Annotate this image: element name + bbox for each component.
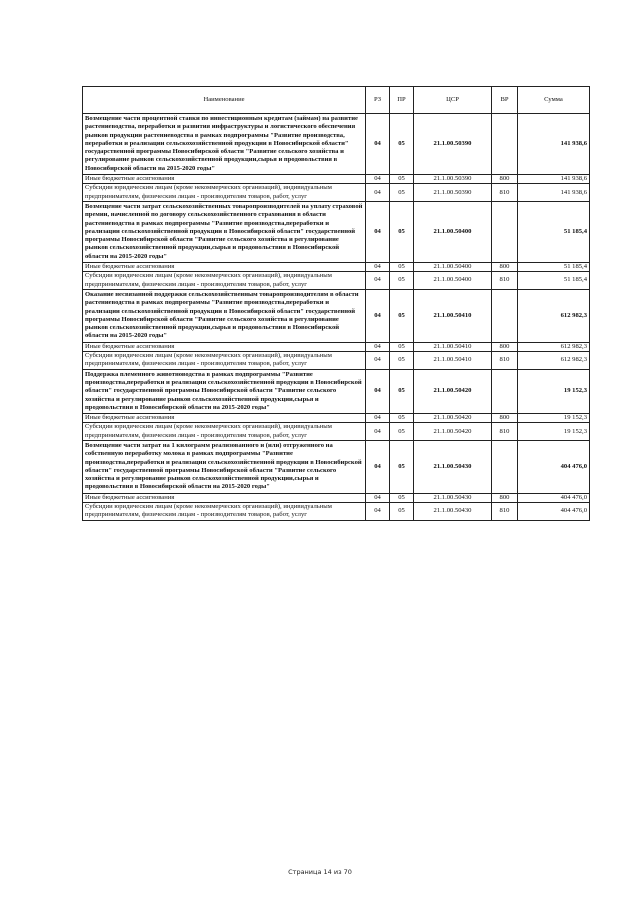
cell-name: Возмещение части затрат сельскохозяйственных товаропроизводителей на уплату страховой премии, начисленной по договору сельскохозяйственного страхования в области растениеводства в рамках подпрограммы "Развитие производства,переработки и реализации сельскохозяйственной продукции в Новосибирской области" государственной программы Новосибирской области "Развитие сельского хозяйства и регулирование рынков сельскохозяйственной продукции,сырья и продовольствия в Новосибирской области на 2015-2020 годы" (83, 201, 366, 262)
cell-name: Иные бюджетные ассигнования (83, 493, 366, 502)
budget-table (82, 86, 590, 521)
cell-pr: 05 (390, 369, 414, 413)
cell-csr: 21.1.00.50420 (414, 423, 492, 441)
table-row (83, 352, 590, 370)
header-pr: ПР (390, 87, 414, 114)
table-header-row (83, 87, 590, 114)
cell-name: Иные бюджетные ассигнования (83, 263, 366, 272)
cell-csr: 21.1.00.50410 (414, 289, 492, 342)
page-number: Страница 14 из 70 (288, 868, 352, 876)
cell-rz: 04 (366, 369, 390, 413)
cell-sum: 404 476,0 (518, 493, 590, 502)
cell-name: Субсидии юридическим лицам (кроме некоммерческих организаций), индивидуальным предпринимателям, физическим лицам - производителям товаров, работ, услуг (83, 503, 366, 521)
cell-csr: 21.1.00.50390 (414, 175, 492, 184)
cell-name: Субсидии юридическим лицам (кроме некоммерческих организаций), индивидуальным предпринимателям, физическим лицам - производителям товаров, работ, услуг (83, 423, 366, 441)
cell-sum: 19 152,3 (518, 423, 590, 441)
cell-name: Иные бюджетные ассигнования (83, 175, 366, 184)
cell-csr: 21.1.00.50420 (414, 369, 492, 413)
table-row-section (83, 289, 590, 342)
cell-pr: 05 (390, 114, 414, 175)
cell-name: Субсидии юридическим лицам (кроме некоммерческих организаций), индивидуальным предпринимателям, физическим лицам - производителям товаров, работ, услуг (83, 184, 366, 202)
cell-vr: 810 (492, 423, 518, 441)
cell-rz: 04 (366, 352, 390, 370)
cell-pr: 05 (390, 342, 414, 351)
cell-vr: 810 (492, 352, 518, 370)
cell-csr: 21.1.00.50390 (414, 114, 492, 175)
cell-rz: 04 (366, 201, 390, 262)
cell-sum: 141 938,6 (518, 114, 590, 175)
cell-vr: 800 (492, 493, 518, 502)
cell-name: Поддержка племенного животноводства в рамках подпрограммы "Развитие производства,переработки и реализации сельскохозяйственной продукции в Новосибирской области" государственной программы Новосибирской области "Развитие сельского хозяйства и регулирование рынков сельскохозяйственной продукции,сырья и продовольствия в Новосибирской области на 2015-2020 годы" (83, 369, 366, 413)
cell-rz: 04 (366, 423, 390, 441)
cell-vr: 810 (492, 272, 518, 290)
cell-sum: 141 938,6 (518, 175, 590, 184)
cell-vr: 810 (492, 503, 518, 521)
cell-name: Возмещение части процентной ставки по инвестиционным кредитам (займам) на развитие растениеводства, переработки и развития инфраструктуры и логистического обеспечения рынков продукции растениеводства в рамках подпрограммы "Развитие производства, переработки и реализации сельскохозяйственной продукции в Новосибирской области" государственной программы Новосибирской области "Развитие сельского хозяйства и регулирование рынков сельскохозяйственной продукции,сырья и продовольствия в Новосибирской области на 2015-2020 годы" (83, 114, 366, 175)
table-row (83, 423, 590, 441)
header-name: Наименование (83, 87, 366, 114)
cell-pr: 05 (390, 184, 414, 202)
cell-sum: 141 938,6 (518, 184, 590, 202)
table-row (83, 272, 590, 290)
cell-pr: 05 (390, 352, 414, 370)
cell-rz: 04 (366, 289, 390, 342)
cell-csr: 21.1.00.50400 (414, 263, 492, 272)
cell-pr: 05 (390, 201, 414, 262)
table-row-section (83, 114, 590, 175)
cell-pr: 05 (390, 440, 414, 493)
cell-csr: 21.1.00.50400 (414, 272, 492, 290)
cell-csr: 21.1.00.50390 (414, 184, 492, 202)
cell-pr: 05 (390, 414, 414, 423)
cell-pr: 05 (390, 289, 414, 342)
cell-vr: 800 (492, 175, 518, 184)
cell-pr: 05 (390, 423, 414, 441)
cell-sum: 51 185,4 (518, 272, 590, 290)
cell-name: Оказание несвязанной поддержки сельскохозяйственным товаропроизводителям в области растениеводства в рамках подпрограммы "Развитие производства,переработки и реализации сельскохозяйственной продукции в Новосибирской области" государственной программы Новосибирской области "Развитие сельского хозяйства и регулирование рынков сельскохозяйственной продукции,сырья и продовольствия в Новосибирской области на 2015-2020 годы" (83, 289, 366, 342)
cell-sum: 19 152,3 (518, 414, 590, 423)
cell-rz: 04 (366, 414, 390, 423)
cell-pr: 05 (390, 175, 414, 184)
cell-rz: 04 (366, 503, 390, 521)
cell-vr (492, 440, 518, 493)
cell-pr: 05 (390, 493, 414, 502)
cell-vr: 810 (492, 184, 518, 202)
cell-rz: 04 (366, 440, 390, 493)
cell-vr (492, 369, 518, 413)
cell-sum: 612 982,3 (518, 342, 590, 351)
cell-vr (492, 114, 518, 175)
cell-csr: 21.1.00.50420 (414, 414, 492, 423)
table-row-section (83, 201, 590, 262)
table-row (83, 503, 590, 521)
table-row-section (83, 440, 590, 493)
cell-rz: 04 (366, 342, 390, 351)
cell-name: Иные бюджетные ассигнования (83, 414, 366, 423)
table-row (83, 184, 590, 202)
cell-sum: 404 476,0 (518, 503, 590, 521)
cell-pr: 05 (390, 503, 414, 521)
cell-rz: 04 (366, 263, 390, 272)
header-sum: Сумма (518, 87, 590, 114)
cell-name: Иные бюджетные ассигнования (83, 342, 366, 351)
header-csr: ЦСР (414, 87, 492, 114)
cell-name: Возмещение части затрат на 1 килограмм реализованного и (или) отгруженного на собственную переработку молока в рамках подпрограммы "Развитие производства,переработки и реализации сельскохозяйственной продукции в Новосибирской области" государственной программы Новосибирской области "Развитие сельского хозяйства и регулирование рынков сельскохозяйственной продукции,сырья и продовольствия в Новосибирской области на 2015-2020 годы" (83, 440, 366, 493)
cell-vr (492, 201, 518, 262)
cell-name: Субсидии юридическим лицам (кроме некоммерческих организаций), индивидуальным предпринимателям, физическим лицам - производителям товаров, работ, услуг (83, 272, 366, 290)
cell-rz: 04 (366, 493, 390, 502)
table-body (83, 114, 590, 521)
table-row (83, 414, 590, 423)
cell-csr: 21.1.00.50410 (414, 342, 492, 351)
cell-csr: 21.1.00.50430 (414, 493, 492, 502)
header-vr: ВР (492, 87, 518, 114)
cell-sum: 404 476,0 (518, 440, 590, 493)
cell-csr: 21.1.00.50430 (414, 503, 492, 521)
cell-sum: 19 152,3 (518, 369, 590, 413)
table-row (83, 493, 590, 502)
cell-csr: 21.1.00.50430 (414, 440, 492, 493)
cell-vr: 800 (492, 414, 518, 423)
table-row (83, 342, 590, 351)
cell-vr (492, 289, 518, 342)
header-rz: РЗ (366, 87, 390, 114)
cell-rz: 04 (366, 272, 390, 290)
cell-sum: 51 185,4 (518, 201, 590, 262)
cell-csr: 21.1.00.50410 (414, 352, 492, 370)
cell-rz: 04 (366, 175, 390, 184)
table-row-section (83, 369, 590, 413)
cell-rz: 04 (366, 114, 390, 175)
cell-pr: 05 (390, 272, 414, 290)
cell-vr: 800 (492, 263, 518, 272)
cell-name: Субсидии юридическим лицам (кроме некоммерческих организаций), индивидуальным предпринимателям, физическим лицам - производителям товаров, работ, услуг (83, 352, 366, 370)
cell-pr: 05 (390, 263, 414, 272)
cell-sum: 612 982,3 (518, 289, 590, 342)
table-row (83, 263, 590, 272)
cell-sum: 612 982,3 (518, 352, 590, 370)
cell-sum: 51 185,4 (518, 263, 590, 272)
cell-csr: 21.1.00.50400 (414, 201, 492, 262)
cell-vr: 800 (492, 342, 518, 351)
table-row (83, 175, 590, 184)
cell-rz: 04 (366, 184, 390, 202)
